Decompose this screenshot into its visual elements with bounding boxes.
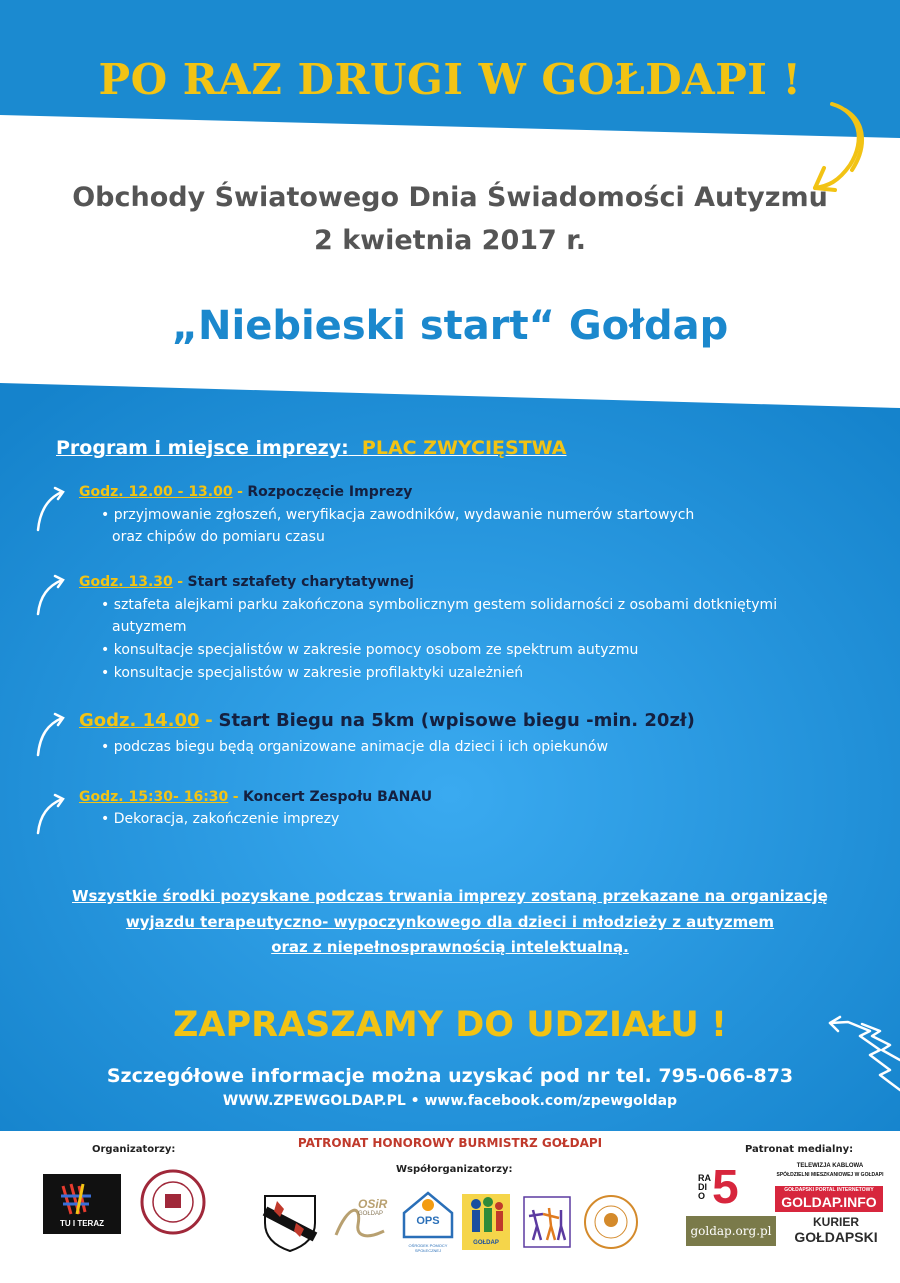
section-event: Start sztafety charytatywnej (187, 574, 414, 590)
organizers-label: Organizatorzy: (92, 1144, 176, 1155)
organizer-round-stamp-logo (139, 1168, 207, 1236)
subtitle-event-name: Obchody Światowego Dnia Świadomości Autyzmu (72, 182, 828, 213)
partner-round-logo (583, 1194, 639, 1250)
ops-house-icon (396, 1185, 460, 1241)
tv-cable-subtext: SPÓŁDZIELNI MIESZKANIOWEJ W GOŁDAPI (776, 1172, 884, 1178)
list-item: autyzmem (112, 619, 187, 635)
tu-i-teraz-logo (43, 1174, 121, 1234)
portal-small-text: GOŁDAPSKI PORTAL INTERNETOWY (784, 1187, 874, 1193)
radio-text: RADIO (698, 1173, 711, 1201)
list-item: • Dekoracja, zakończenie imprezy (101, 811, 340, 827)
program-heading (56, 437, 566, 459)
list-item: oraz chipów do pomiaru czasu (112, 529, 325, 545)
section-event: Start Biegu na 5km (wpisowe biegu -min. 20zł) (218, 710, 695, 731)
program-heading-label: Program i miejsce imprezy: (56, 437, 349, 459)
program-section-3-header (79, 710, 695, 731)
ops-logo (396, 1185, 460, 1255)
kurier-text-2: GOŁDAPSKI (794, 1229, 878, 1245)
osir-logo (328, 1195, 390, 1247)
ops-subtext: OŚRODEK POMOCY SPOŁECZNEJ (408, 1243, 448, 1253)
list-item: • sztafeta alejkami parku zakończona symbolicznym gestem solidarności z osobami dotkniętymi (101, 597, 778, 613)
radio-5-logo (698, 1161, 778, 1218)
website-links: WWW.ZPEWGOLDAP.PL • www.facebook.com/zpewgoldap (222, 1093, 678, 1109)
ops-text: OPS (416, 1215, 440, 1227)
section-dash: - (205, 710, 213, 731)
coorganizers-label: Współorganizatorzy: (396, 1164, 513, 1175)
program-section-4-header (79, 789, 432, 805)
program-place: PLAC ZWYCIĘSTWA (361, 437, 567, 459)
radio-number: 5 (712, 1161, 739, 1214)
section-dash: - (177, 574, 184, 590)
section-time: Godz. 14.00 (79, 710, 200, 731)
portal-text: GOLDAP.INFO (781, 1194, 877, 1210)
tv-cable-text: TELEWIZJA KABLOWA (796, 1163, 864, 1169)
event-title: „Niebieski start“ Gołdap (171, 303, 729, 349)
section-time: Godz. 12.00 - 13.00 (79, 484, 233, 500)
main-headline: PO RAZ DRUGI W GOŁDAPI ! (98, 55, 802, 104)
osir-text: OSiR (358, 1197, 388, 1211)
honorary-patronage: PATRONAT HONOROWY BURMISTRZ GOŁDAPI (297, 1136, 603, 1150)
family-figures-icon (462, 1194, 510, 1240)
contact-info: Szczegółowe informacje można uzyskać pod nr tel. 795-066-873 (106, 1065, 794, 1087)
goldap-info-logo (775, 1186, 883, 1212)
donation-note-line-2: wyjazdu terapeutyczno- wypoczynkowego dla dzieci i młodzieży z autyzmem (125, 913, 775, 931)
goldap-figures-logo (462, 1194, 510, 1250)
list-item: • konsultacje specjalistów w zakresie profilaktyki uzależnień (101, 665, 524, 681)
program-section-2-header (79, 574, 414, 590)
goldap-org-logo (686, 1216, 776, 1246)
section-event: Rozpoczęcie Imprezy (247, 484, 413, 500)
kurier-text-1: KURIER (812, 1215, 859, 1229)
kurier-goldapski-logo (794, 1215, 878, 1249)
donation-note-line-3: oraz z niepełnosprawnością intelektualną. (271, 938, 629, 956)
list-item: • konsultacje specjalistów w zakresie pomocy osobom ze spektrum autyzmu (101, 642, 639, 658)
list-item: • przyjmowanie zgłoszeń, weryfikacja zawodników, wydawanie numerów startowych (101, 507, 695, 523)
media-patronage-label: Patronat medialny: (745, 1144, 854, 1155)
dancing-figures-logo (523, 1196, 571, 1248)
list-item: • podczas biegu będą organizowane animacje dla dzieci i ich opiekunów (101, 739, 609, 755)
osir-subtext: GOŁDAP (358, 1211, 384, 1217)
goldap-org-text: goldap.org.pl (690, 1224, 772, 1238)
invitation-heading: ZAPRASZAMY DO UDZIAŁU ! (173, 1005, 727, 1045)
donation-note-line-1: Wszystkie środki pozyskane podczas trwania imprezy zostaną przekazane na organizację (72, 887, 828, 905)
section-time: Godz. 15:30- 16:30 (79, 789, 229, 805)
tu-i-teraz-text: TU I TERAZ (60, 1219, 104, 1228)
section-time: Godz. 13.30 (79, 574, 173, 590)
section-event: Koncert Zespołu BANAU (243, 789, 433, 805)
subtitle-date: 2 kwietnia 2017 r. (314, 225, 586, 256)
program-section-1-header (79, 484, 412, 500)
section-dash: - (232, 789, 239, 805)
goldap-figures-text: GOŁDAP (473, 1240, 499, 1246)
section-dash: - (237, 484, 243, 500)
goldap-coat-of-arms-logo (262, 1193, 318, 1253)
